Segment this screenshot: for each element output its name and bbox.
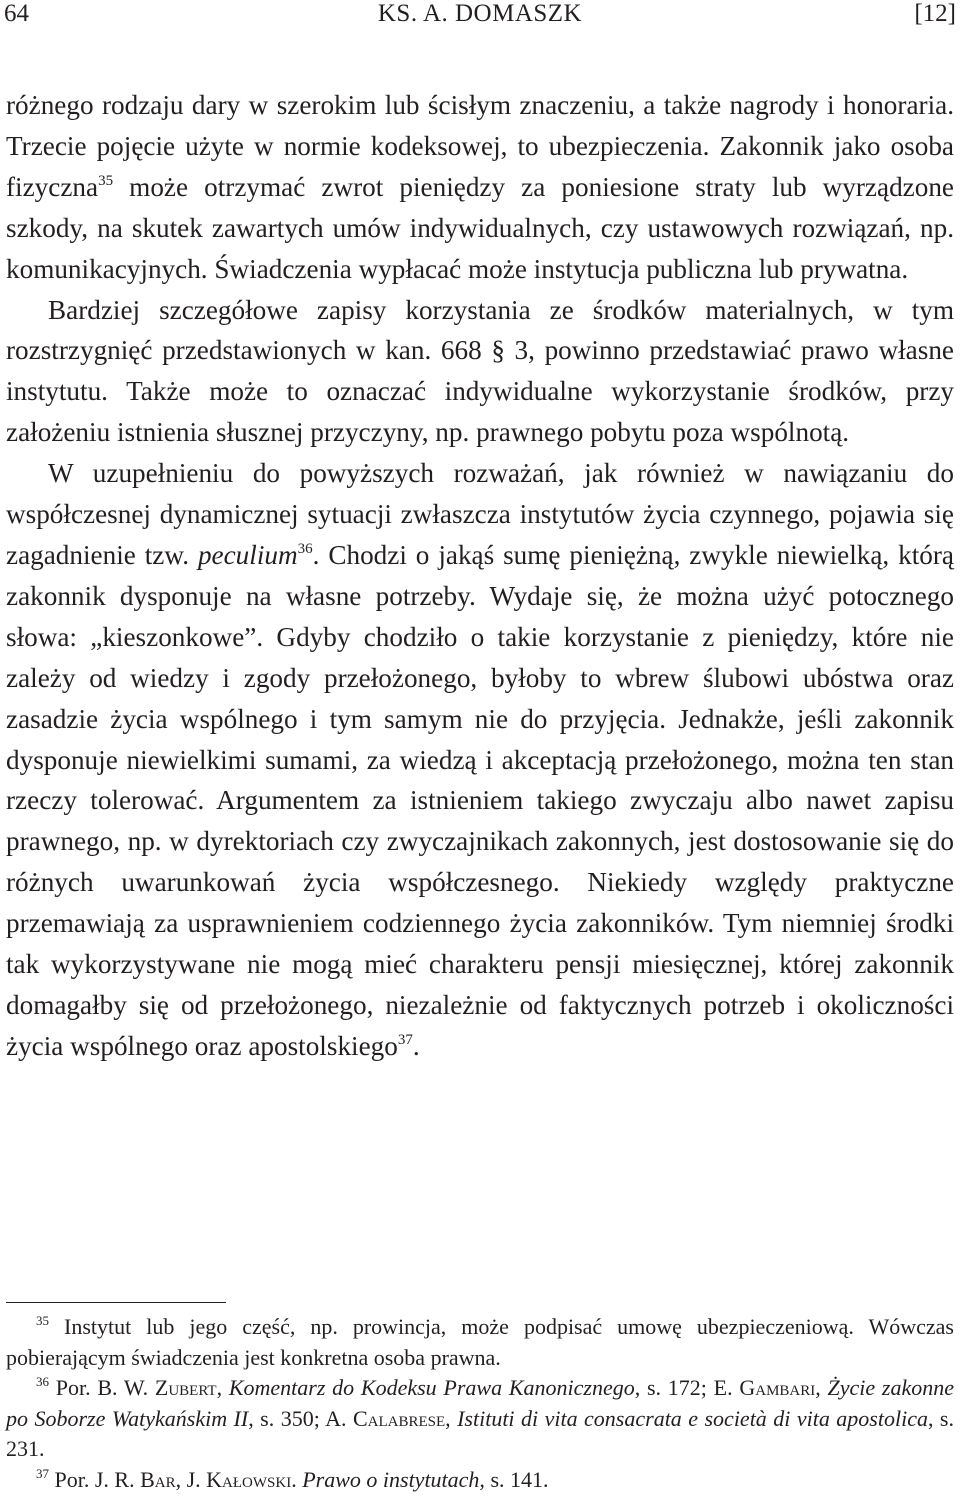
- footnote-35: [6, 1312, 954, 1373]
- footnote-35-number: 35: [36, 1313, 49, 1328]
- footnote-36-mid-1: , s. 172; E.: [634, 1375, 740, 1401]
- footnote-36-pre: Por. B. W.: [49, 1375, 155, 1401]
- footnote-36-sep-2: ,: [815, 1375, 828, 1401]
- footnote-37-author-2: Kałowski: [206, 1466, 292, 1492]
- footnote-37: [6, 1465, 954, 1496]
- footnote-36: [6, 1373, 954, 1465]
- paragraph-1-text-a: różnego rodzaju dary w szerokim lub ścisłym znaczeniu, a także nagrody i honoraria. Trzecie pojęcie użyte w normie kodeksowej, to ubezpieczenia. Zakonnik jako osoba fizyczna: [6, 90, 954, 202]
- footnote-ref-36: 36: [297, 540, 313, 557]
- paragraph-3-text-b: . Chodzi o jakąś sumę pieniężną, zwykle niewielką, którą zakonnik dysponuje na własne potrzeby. Wydaje się, że można użyć potocznego słowa: „kieszonkowe”. Gdyby chodziło o takie korzystanie z pieniędzy, które nie zależy od wiedzy i zgody przełożonego, byłoby to wbrew ślubowi ubóstwa oraz zasadzie życia wspólnego i tym samym nie do przyjęcia. Jednakże, jeśli zakonnik dysponuje niewielkimi sumami, za wiedzą i akceptacją przełożonego, można ten stan rzeczy tolerować. Argumentem za istnieniem takiego zwyczaju albo nawet zapisu prawnego, np. w dyrektoriach czy zwyczajnikach zakonnych, jest dostosowanie się do różnych uwarunkowań życia współczesnego. Niekiedy względy praktyczne przemawiają za usprawnieniem codziennego życia zakonników. Tym niemniej środki tak wykorzystywane nie mogą mieć charakteru pensji miesięcznej, której zakonnik domagałby się od przełożonego, niezależnie od faktycznych potrzeb i okoliczności życia wspólnego oraz apostolskiego: [6, 539, 954, 1061]
- paragraph-2: Bardziej szczegółowe zapisy korzystania ze środków materialnych, w tym rozstrzygnięć przedstawionych w kan. 668 § 3, powinno przedstawiać prawo własne instytutu. Także może to oznaczać indywidualne wykorzystanie środków, przy założeniu istnienia słusznej przyczyny, np. prawnego pobytu poza wspólnotą.: [6, 294, 954, 448]
- paragraph-3-end: .: [412, 1030, 420, 1061]
- footnote-36-title-1: Komentarz do Kodeksu Prawa Kanonicznego: [228, 1375, 635, 1401]
- footnote-36-author-3: Calabrese: [352, 1405, 446, 1431]
- term-peculium: peculium: [197, 539, 298, 570]
- footnote-36-sep-1: ,: [216, 1375, 229, 1401]
- main-text: [6, 85, 954, 1067]
- footnote-36-sep-3: ,: [445, 1405, 458, 1431]
- paragraph-3-text-a: W uzupełnieniu do powyższych rozważań, jak również w nawiązaniu do współczesnej dynamicznej sytuacji zwłaszcza instytutów życia czynnego, pojawia się zagadnienie tzw.: [6, 458, 954, 570]
- footnote-36-title-3: Istituti di vita consacrata e società di vita apostolica: [457, 1405, 928, 1431]
- footnote-separator: [6, 1302, 226, 1303]
- footnote-37-title: Prawo o instytutach,: [302, 1466, 485, 1492]
- page-number: 64: [4, 0, 29, 27]
- footnote-37-author-1: Bar: [140, 1466, 176, 1492]
- footnote-36-number: 36: [36, 1374, 49, 1390]
- footnote-37-end: s. 141.: [484, 1466, 549, 1492]
- footnote-36-mid-2: , s. 350; A.: [248, 1405, 353, 1431]
- paragraph-3: [6, 453, 954, 1067]
- footnote-37-number: 37: [36, 1465, 49, 1481]
- section-marker: [12]: [914, 0, 956, 27]
- footnote-36-author-2: Gambari: [739, 1375, 816, 1401]
- paragraph-1: [6, 85, 954, 290]
- footnotes: [6, 1312, 954, 1496]
- footnote-35-text: Instytut lub jego część, np. prowincja, może podpisać umowę ubezpieczeniową. Wówczas pobierającym świadczenia jest konkretna osoba prawna.: [6, 1314, 954, 1370]
- footnote-36-title-2: Życie zakonne po Soborze Watykańskim II: [6, 1375, 954, 1431]
- footnote-37-pre: Por. J. R.: [49, 1466, 141, 1492]
- running-header: [0, 0, 960, 32]
- footnote-36-end: , s. 231.: [6, 1405, 954, 1462]
- footnote-ref-37: 37: [397, 1031, 413, 1048]
- paragraph-1-text-b: może otrzymać zwrot pieniędzy za poniesione straty lub wyrządzone szkody, na skutek zawartych umów indywidualnych, czy ustawowych rozwiązań, np. komunikacyjnych. Świadczenia wypłacać może instytucja publiczna lub prywatna.: [6, 171, 954, 284]
- footnote-36-author-1: Zubert: [154, 1375, 217, 1401]
- footnote-37-sep-2: .: [291, 1466, 303, 1492]
- running-title: KS. A. DOMASZK: [377, 0, 583, 27]
- footnote-ref-35: 35: [98, 172, 114, 189]
- footnote-37-sep-1: , J.: [175, 1466, 207, 1492]
